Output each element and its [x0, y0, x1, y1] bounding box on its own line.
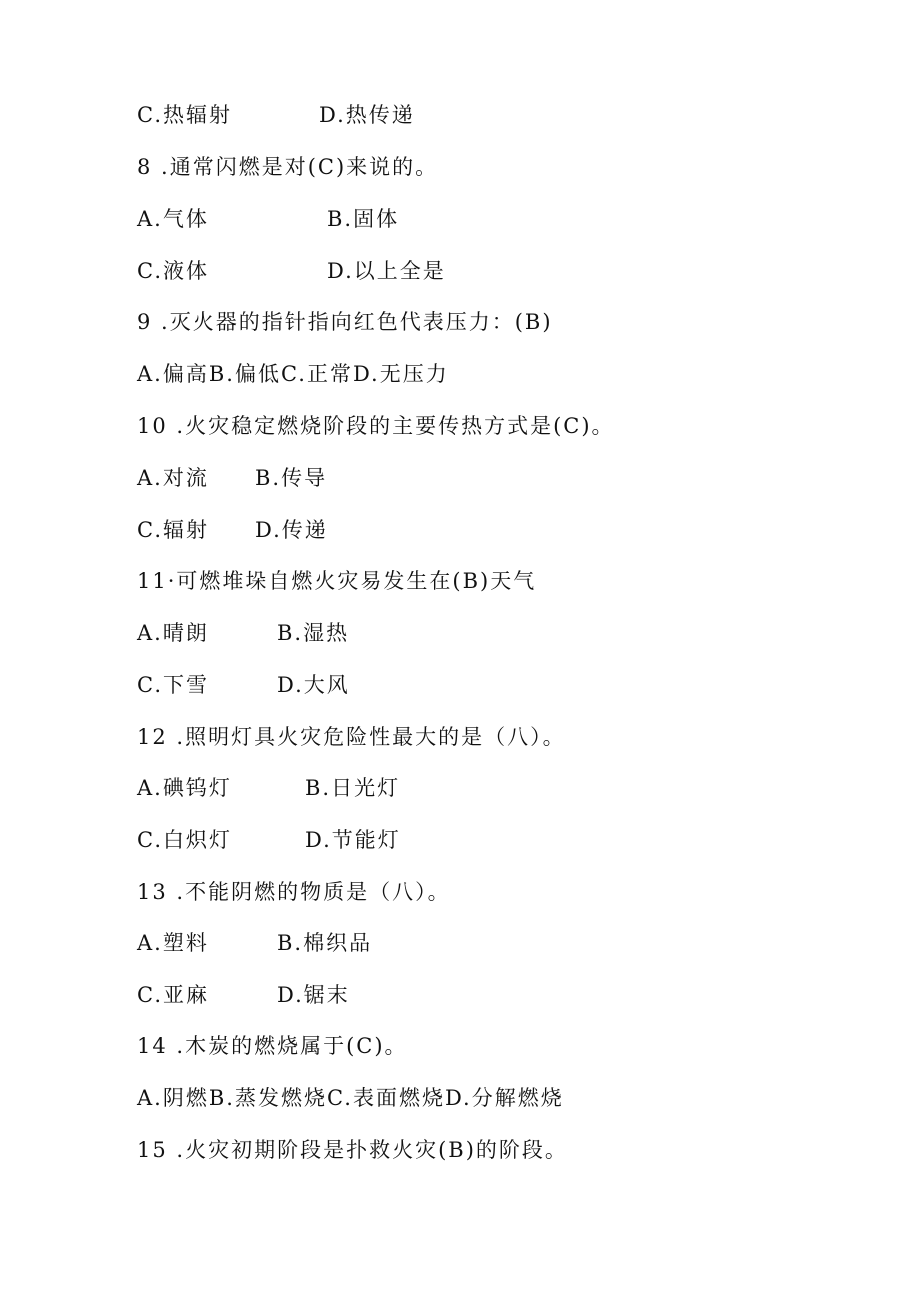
question-10: 10 .火灾稳定燃烧阶段的主要传热方式是(C)。: [137, 414, 615, 438]
question-8: 8 .通常闪燃是对(C)来说的。: [137, 155, 439, 179]
option-line: A.阴燃B.蒸发燃烧C.表面燃烧D.分解燃烧: [137, 1086, 564, 1110]
option-c: C.辐射: [137, 518, 209, 542]
option-d: D.大风: [277, 673, 350, 697]
option-d: D.节能灯: [305, 828, 401, 852]
option-a: A.对流: [137, 466, 209, 490]
option-a: A.晴朗: [137, 621, 209, 645]
option-b: B.棉织品: [277, 931, 373, 955]
option-c: C.白炽灯: [137, 828, 232, 852]
question-12: 12 .照明灯具火灾危险性最大的是（八）。: [137, 725, 566, 749]
option-d: D.锯末: [277, 983, 350, 1007]
option-a: A.塑料: [137, 931, 209, 955]
option-a: A.碘钨灯: [137, 776, 232, 800]
option-b: B.固体: [327, 207, 400, 231]
option-c: C.液体: [137, 259, 209, 283]
option-c: C.热辐射: [137, 103, 232, 127]
question-14: 14 .木炭的燃烧属于(C)。: [137, 1034, 408, 1058]
option-d: D.热传递: [319, 103, 415, 127]
option-line: A.偏高B.偏低C.正常D.无压力: [137, 362, 449, 386]
option-c: C.下雪: [137, 673, 209, 697]
option-d: D.传递: [255, 518, 328, 542]
question-13: 13 .不能阴燃的物质是（八）。: [137, 880, 451, 904]
option-b: B.传导: [255, 466, 328, 490]
option-c: C.亚麻: [137, 983, 209, 1007]
question-9: 9 .灭火器的指针指向红色代表压力：(B): [137, 310, 553, 334]
option-b: B.日光灯: [305, 776, 401, 800]
option-a: A.气体: [137, 207, 209, 231]
question-15: 15 .火灾初期阶段是扑救火灾(B)的阶段。: [137, 1138, 568, 1162]
option-b: B.湿热: [277, 621, 350, 645]
question-11: 11·可燃堆垛自燃火灾易发生在(B)天气: [137, 569, 537, 593]
option-d: D.以上全是: [327, 259, 446, 283]
